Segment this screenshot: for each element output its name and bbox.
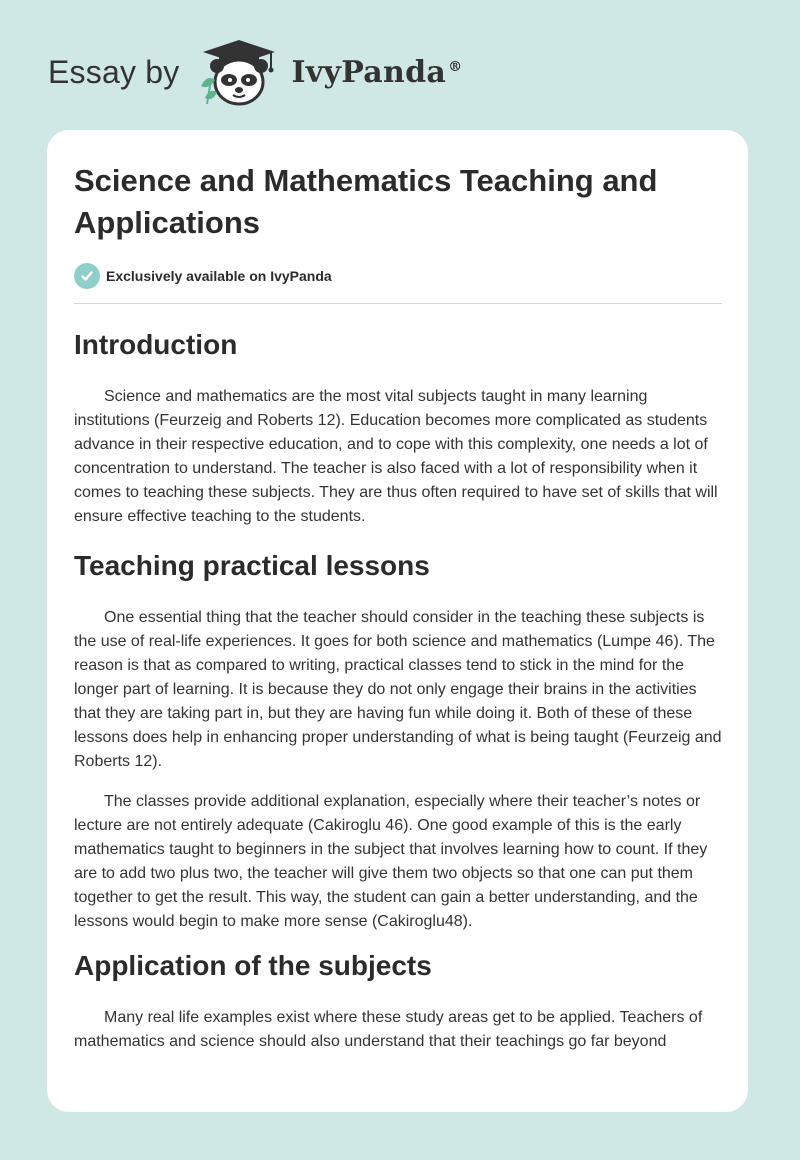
section-teaching-practical-lessons	[74, 546, 722, 934]
essay-title: Science and Mathematics Teaching and Applications	[74, 163, 658, 240]
section-introduction	[74, 325, 722, 529]
registered-mark: ®	[448, 58, 463, 75]
section-heading: Application of the subjects	[74, 950, 432, 981]
brand-prefix: Essay by	[48, 53, 180, 90]
paragraph: Science and mathematics are the most vital subjects taught in many learning institutions (Feurzeig and Roberts 12). Education becomes more complicated as students advance in their respective education, and to cope with this complexity, one needs a lot of concentration to understand. The teacher is also faced with a lot of responsibility when it comes to teaching these subjects. They are thus often required to have set of skills that will ensure effective teaching to the students.	[74, 388, 718, 525]
essay-card	[47, 130, 748, 1112]
section-heading: Teaching practical lessons	[74, 550, 430, 581]
brand-header	[48, 36, 462, 108]
brand-name: IvyPanda ®	[291, 54, 463, 90]
paragraph: One essential thing that the teacher should consider in the teaching these subjects is the use of real-life experiences. It goes for both science and mathematics (Lumpe 46). The reason is that as compared to writing, practical classes tend to stick in the mind for the longer part of learning. It is because they do not only engage their brains in the activities that they are taking part in, but they are having fun while doing it. Both of these of these lessons does help in enhancing proper understanding of what is being taught (Feurzeig and Roberts 12).	[74, 609, 722, 770]
exclusive-badge	[74, 262, 722, 290]
paragraph: Many real life examples exist where these study areas get to be applied. Teachers of mathematics and science should also understand that their teachings go far beyond	[74, 1009, 703, 1050]
section-heading: Introduction	[74, 329, 238, 360]
section-application-of-subjects	[74, 946, 722, 1054]
exclusive-label: Exclusively available on IvyPanda	[106, 268, 332, 284]
divider	[74, 303, 722, 304]
paragraph: The classes provide additional explanation, especially where their teacher’s notes or lecture are not entirely adequate (Cakiroglu 46). One good example of this is the early mathematics taught to beginners in the subject that involves learning how to count. If they are to add two plus two, the teacher will give them two objects so that one can put them together to get the result. This way, the student can gain a better understanding, and the lessons would begin to make more sense (Cakiroglu48).	[74, 793, 708, 930]
panda-graduate-icon	[193, 36, 285, 108]
check-icon	[74, 263, 100, 289]
